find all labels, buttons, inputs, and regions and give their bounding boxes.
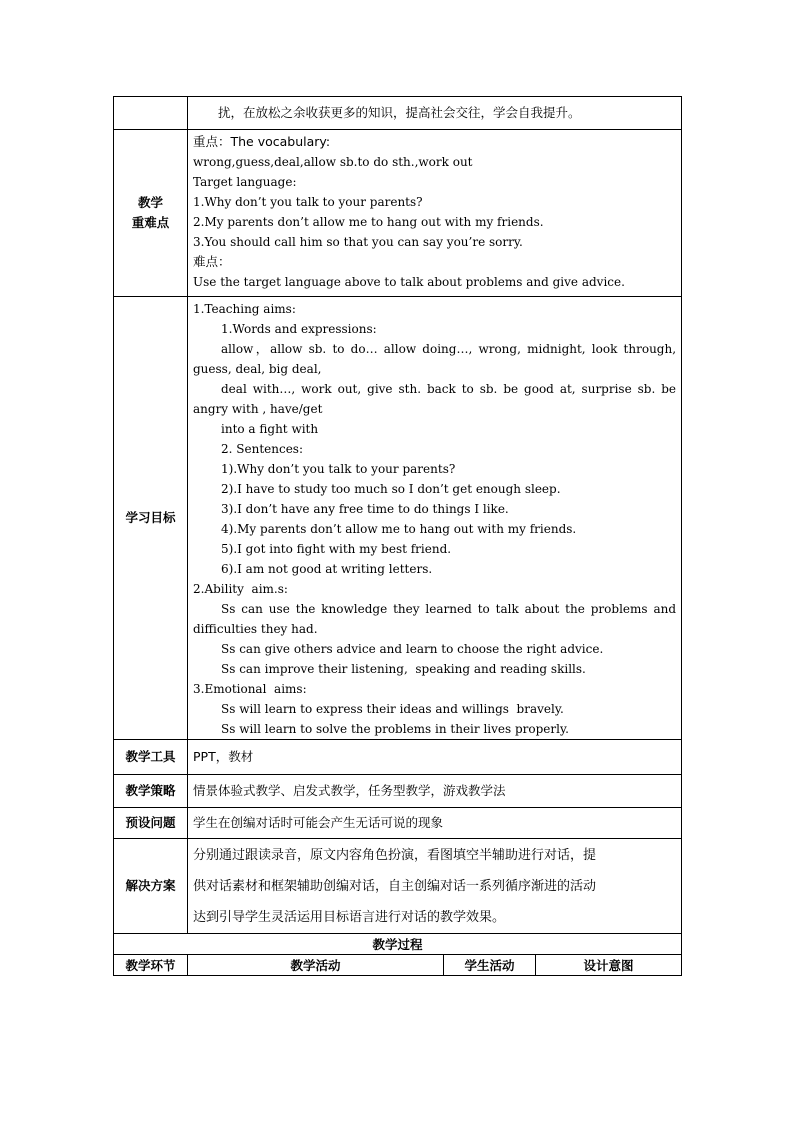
tools-content — [188, 740, 682, 775]
key-points-line: 难点： — [193, 254, 231, 269]
strategy-label: 教学策略 — [114, 775, 188, 808]
continuation-text: 扰，在放松之余收获更多的知识，提高社会交往，学会自我提升。 — [218, 105, 581, 120]
ability-paragraph: Ss can give others advice and learn to choose the right advice. — [221, 642, 604, 656]
solution-line: 达到引导学生灵活运用目标语言进行对话的教学效果。 — [193, 909, 506, 925]
strategy-row — [114, 775, 682, 808]
objectives-label: 学习目标 — [114, 297, 188, 740]
ability-heading: 2.Ability aim.s: — [193, 582, 288, 596]
sentence-item: 5).I got into fight with my best friend. — [221, 542, 452, 556]
key-points-line: 重点：The vocabulary: — [193, 134, 331, 149]
continuation-row — [114, 97, 682, 130]
key-points-label-line1: 教学 — [137, 195, 163, 210]
key-points-line: 1.Why don’t you talk to your parents? — [193, 195, 423, 209]
sentence-item: 3).I don’t have any free time to do things I like. — [221, 502, 509, 516]
tools-text: PPT，教材 — [193, 749, 254, 764]
sentence-item: 1).Why don’t you talk to your parents? — [221, 462, 456, 476]
ability-paragraph: Ss can improve their listening, speaking and reading skills. — [221, 662, 586, 676]
process-title-row — [114, 934, 682, 955]
solution-content — [188, 839, 682, 934]
words-paragraph: into a fight with — [221, 422, 319, 436]
strategy-text: 情景体验式教学、启发式教学，任务型教学，游戏教学法 — [193, 783, 506, 798]
tools-row — [114, 740, 682, 775]
continuation-label-cell — [114, 97, 188, 130]
sentences-heading: 2. Sentences: — [221, 442, 303, 456]
key-points-row — [114, 130, 682, 297]
key-points-line: 2.My parents don’t allow me to hang out with my friends. — [193, 215, 544, 229]
problem-row — [114, 808, 682, 839]
problem-label: 预设问题 — [114, 808, 188, 839]
key-points-content — [188, 130, 682, 297]
key-points-line: Use the target language above to talk about problems and give advice. — [193, 275, 625, 289]
emotional-heading: 3.Emotional aims: — [193, 682, 307, 696]
process-column-header: 教学环节 — [114, 955, 188, 976]
process-column-header: 教学活动 — [188, 955, 444, 976]
objectives-content — [188, 297, 682, 740]
lesson-plan-table — [113, 96, 682, 976]
objectives-row — [114, 297, 682, 740]
solution-line: 供对话素材和框架辅助创编对话，自主创编对话一系列循序渐进的活动 — [193, 878, 597, 894]
solution-row — [114, 839, 682, 934]
key-points-line: Target language: — [193, 175, 297, 189]
key-points-line: 3.You should call him so that you can say you’re sorry. — [193, 235, 523, 249]
sentence-item: 2).I have to study too much so I don’t get enough sleep. — [221, 482, 561, 496]
emotional-paragraph: Ss will learn to express their ideas and willings bravely. — [221, 702, 564, 716]
process-title: 教学过程 — [114, 934, 682, 955]
words-paragraph: deal with…, work out, give sth. back to sb. be good at, surprise sb. be angry with , have/get — [193, 382, 677, 416]
lesson-plan-page — [113, 96, 681, 976]
key-points-label — [114, 130, 188, 297]
sentence-item: 6).I am not good at writing letters. — [221, 562, 433, 576]
tools-label: 教学工具 — [114, 740, 188, 775]
words-heading: 1.Words and expressions: — [221, 322, 377, 336]
ability-paragraph: Ss can use the knowledge they learned to talk about the problems and difficulties they had. — [193, 602, 677, 636]
continuation-text-cell — [188, 97, 682, 130]
process-column-header: 学生活动 — [444, 955, 536, 976]
solution-line: 分别通过跟读录音，原文内容角色扮演，看图填空半辅助进行对话，提 — [193, 847, 597, 863]
key-points-label-line2: 重难点 — [131, 215, 170, 230]
words-paragraph: allow，allow sb. to do… allow doing…, wrong, midnight, look through, guess, deal, big deal, — [193, 342, 677, 376]
solution-label: 解决方案 — [114, 839, 188, 934]
sentence-item: 4).My parents don’t allow me to hang out with my friends. — [221, 522, 577, 536]
teaching-aims-heading: 1.Teaching aims: — [193, 302, 296, 316]
key-points-line: wrong,guess,deal,allow sb.to do sth.,work out — [193, 155, 473, 169]
problem-content — [188, 808, 682, 839]
strategy-content — [188, 775, 682, 808]
process-header-row — [114, 955, 682, 976]
emotional-paragraph: Ss will learn to solve the problems in their lives properly. — [221, 722, 569, 736]
problem-text: 学生在创编对话时可能会产生无话可说的现象 — [193, 815, 444, 830]
process-column-header: 设计意图 — [536, 955, 682, 976]
